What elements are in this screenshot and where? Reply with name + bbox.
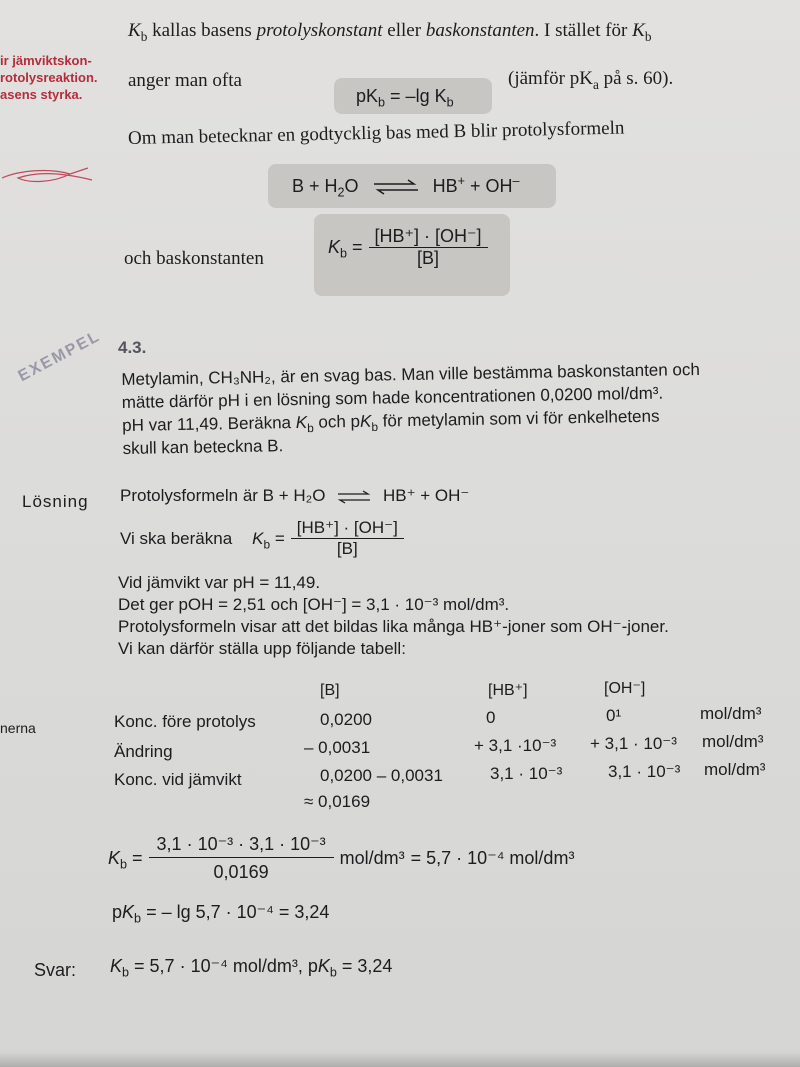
margin-note-line: asens styrka. (0, 87, 83, 102)
example-number: 4.3. (118, 338, 147, 357)
calc-denominator: 0,0169 (213, 862, 269, 882)
kb-numerator: [HB⁺] · [OH⁻] (369, 226, 488, 248)
reaction-right: + OH (464, 176, 513, 196)
table-approx: ≈ 0,0169 (304, 792, 371, 811)
reaction-formula: $B + H_2O$ HB+ + OH– (292, 174, 520, 200)
example-text-part: pH var 11,49. Beräkna (122, 412, 296, 435)
table-cell-oh: 3,1 · 10⁻³ (608, 762, 681, 781)
table-row-label: Ändring (114, 742, 173, 761)
table-header-hb: [HB⁺] (488, 682, 528, 699)
table-cell-hb: 0 (486, 708, 496, 727)
intro-line-2: anger man ofta (128, 70, 242, 91)
table-header-oh: [OH⁻] (604, 680, 646, 697)
equilibrium-arrow-icon (336, 490, 372, 504)
pkb-calculation: $pK_b$ = – lg 5,7 · 10⁻⁴ = 3,24 (112, 902, 330, 926)
compare-note: (jämför $pK_a$ på s. 60). (508, 68, 674, 92)
solution-text: HB⁺ + OH⁻ (382, 486, 470, 505)
solution-line: Vi kan därför ställa upp följande tabell: (118, 639, 406, 658)
margin-note-line: ir jämviktskon- (0, 53, 92, 68)
calc-result: = 5,7 · 10⁻⁴ mol/dm³ (410, 848, 575, 868)
answer-label: Svar: (34, 960, 77, 980)
solution-line: Det ger pOH = 2,51 och [OH⁻] = 3,1 · 10⁻³ mol/dm³. (118, 595, 510, 614)
answer-part: = 5,7 · 10⁻⁴ mol/dm³, p (129, 956, 318, 976)
solution-line: Vid jämvikt var pH = 11,49. (118, 573, 321, 592)
margin-note-line: rotolysreaktion. (0, 70, 98, 85)
example-text (121, 358, 701, 460)
kb-denominator: [B] (417, 248, 440, 268)
example-text-part: för metylamin som vi för enkelhetens (377, 406, 660, 431)
pkb-formula: $pK_b = -\lg$ $K_b$ (356, 86, 454, 110)
compare-text: (jämför pK (508, 68, 593, 89)
kb-numerator: [HB⁺] · [OH⁻] (291, 518, 404, 539)
example-line: skull kan beteckna B. (122, 436, 284, 458)
example-text-part: och p (313, 411, 361, 432)
table-cell-hb: 3,1 · 10⁻³ (490, 764, 563, 783)
solution-line: Protolysformeln visar att det bildas lika många HB⁺-joner som OH⁻-joner. (118, 617, 669, 636)
intro-sentence: Om man betecknar en godtycklig bas med B blir protolysformeln (127, 117, 625, 149)
solution-body (118, 572, 669, 660)
table-row-label: Konc. vid jämvikt (114, 770, 242, 789)
example-line: pH var 11,49. Beräkna $K_b$ och $pK_b$ för metylamin som vi för enkelhetens (122, 406, 660, 436)
answer-part: = 3,24 (336, 956, 393, 976)
solution-line-2: Vi ska beräkna $K_b$ = $\frac{[HB^+] \cdot [OH^-]}{[B]}$ (120, 518, 404, 559)
table-cell-b: – 0,0031 (304, 738, 371, 757)
example-line: Metylamin, CH₃NH₂, är en svag bas. Man ville bestämma baskonstanten och (121, 359, 701, 390)
table-cell-oh: 0¹ (606, 706, 622, 725)
table-cell-b: 0,0200 (320, 710, 372, 729)
intro-text: . I stället för (534, 20, 633, 41)
table-cell-hb: + 3,1 ·10⁻³ (474, 736, 557, 755)
term-baskonstanten: baskonstanten (425, 20, 535, 41)
table-cell-unit: mol/dm³ (704, 760, 766, 779)
table-cell-b: 0,0200 – 0,0031 (320, 766, 443, 785)
reaction-right: HB (432, 176, 458, 196)
kb-formula: $K_b$ = $\frac{[HB^+] \cdot [OH^-]}{[B]}$ (328, 226, 488, 269)
intro-text: eller (382, 20, 426, 41)
baskonstanten-label: och baskonstanten (124, 248, 264, 269)
solution-text: Protolysformeln är B + H₂O (120, 486, 326, 505)
solution-text: Vi ska beräkna (120, 528, 233, 548)
term-protolyskonstant: protolyskonstant (256, 20, 383, 41)
intro-line-1: $K_b$ kallas basens protolyskonstant eller baskonstanten. I stället för $K_b$ (128, 20, 652, 44)
pkb-symbol: pK (356, 86, 379, 106)
page-bottom-shadow (0, 1052, 800, 1067)
pkb-result: = – lg 5,7 · 10⁻⁴ = 3,24 (146, 902, 330, 922)
table-cell-oh: + 3,1 · 10⁻³ (590, 734, 677, 753)
calc-unit: mol/dm³ (339, 848, 405, 868)
compare-text: på s. 60). (598, 68, 674, 89)
table-header-b: [B] (320, 682, 340, 699)
example-line: mätte därför pH i en lösning som hade koncentrationen 0,0200 mol/dm³. (121, 383, 664, 413)
equilibrium-arrow-icon (372, 178, 420, 196)
margin-note (0, 52, 98, 103)
answer-text: $K_b = 5,7 \cdot 10^{-4}$ mol/dm³, $pK_b = 3,24$ (110, 956, 393, 980)
reaction-left: B + H (292, 176, 338, 196)
margin-note-erna: nerna (0, 720, 36, 736)
pen-scribble-icon (0, 160, 100, 200)
solution-line-1 (120, 486, 469, 506)
kb-calculation: $K_b$ = $\frac{\text{3,1 · 10⁻³ · 3,1 · 10⁻³}}{0,0169}$ mol/dm³ = 5,7 · 10⁻⁴ mol/dm³ (108, 834, 575, 882)
example-stamp: EXEMPEL (15, 327, 104, 386)
table-cell-unit: mol/dm³ (700, 704, 762, 723)
table-cell-unit: mol/dm³ (702, 732, 764, 751)
intro-text: kallas basens (152, 20, 257, 41)
pkb-rhs: = –lg K (385, 86, 447, 106)
calc-numerator: 3,1 · 10⁻³ · 3,1 · 10⁻³ (149, 834, 334, 858)
table-row-label: Konc. före protolys (114, 712, 256, 731)
kb-denominator: [B] (336, 539, 358, 558)
solution-label: Lösning (22, 492, 89, 511)
